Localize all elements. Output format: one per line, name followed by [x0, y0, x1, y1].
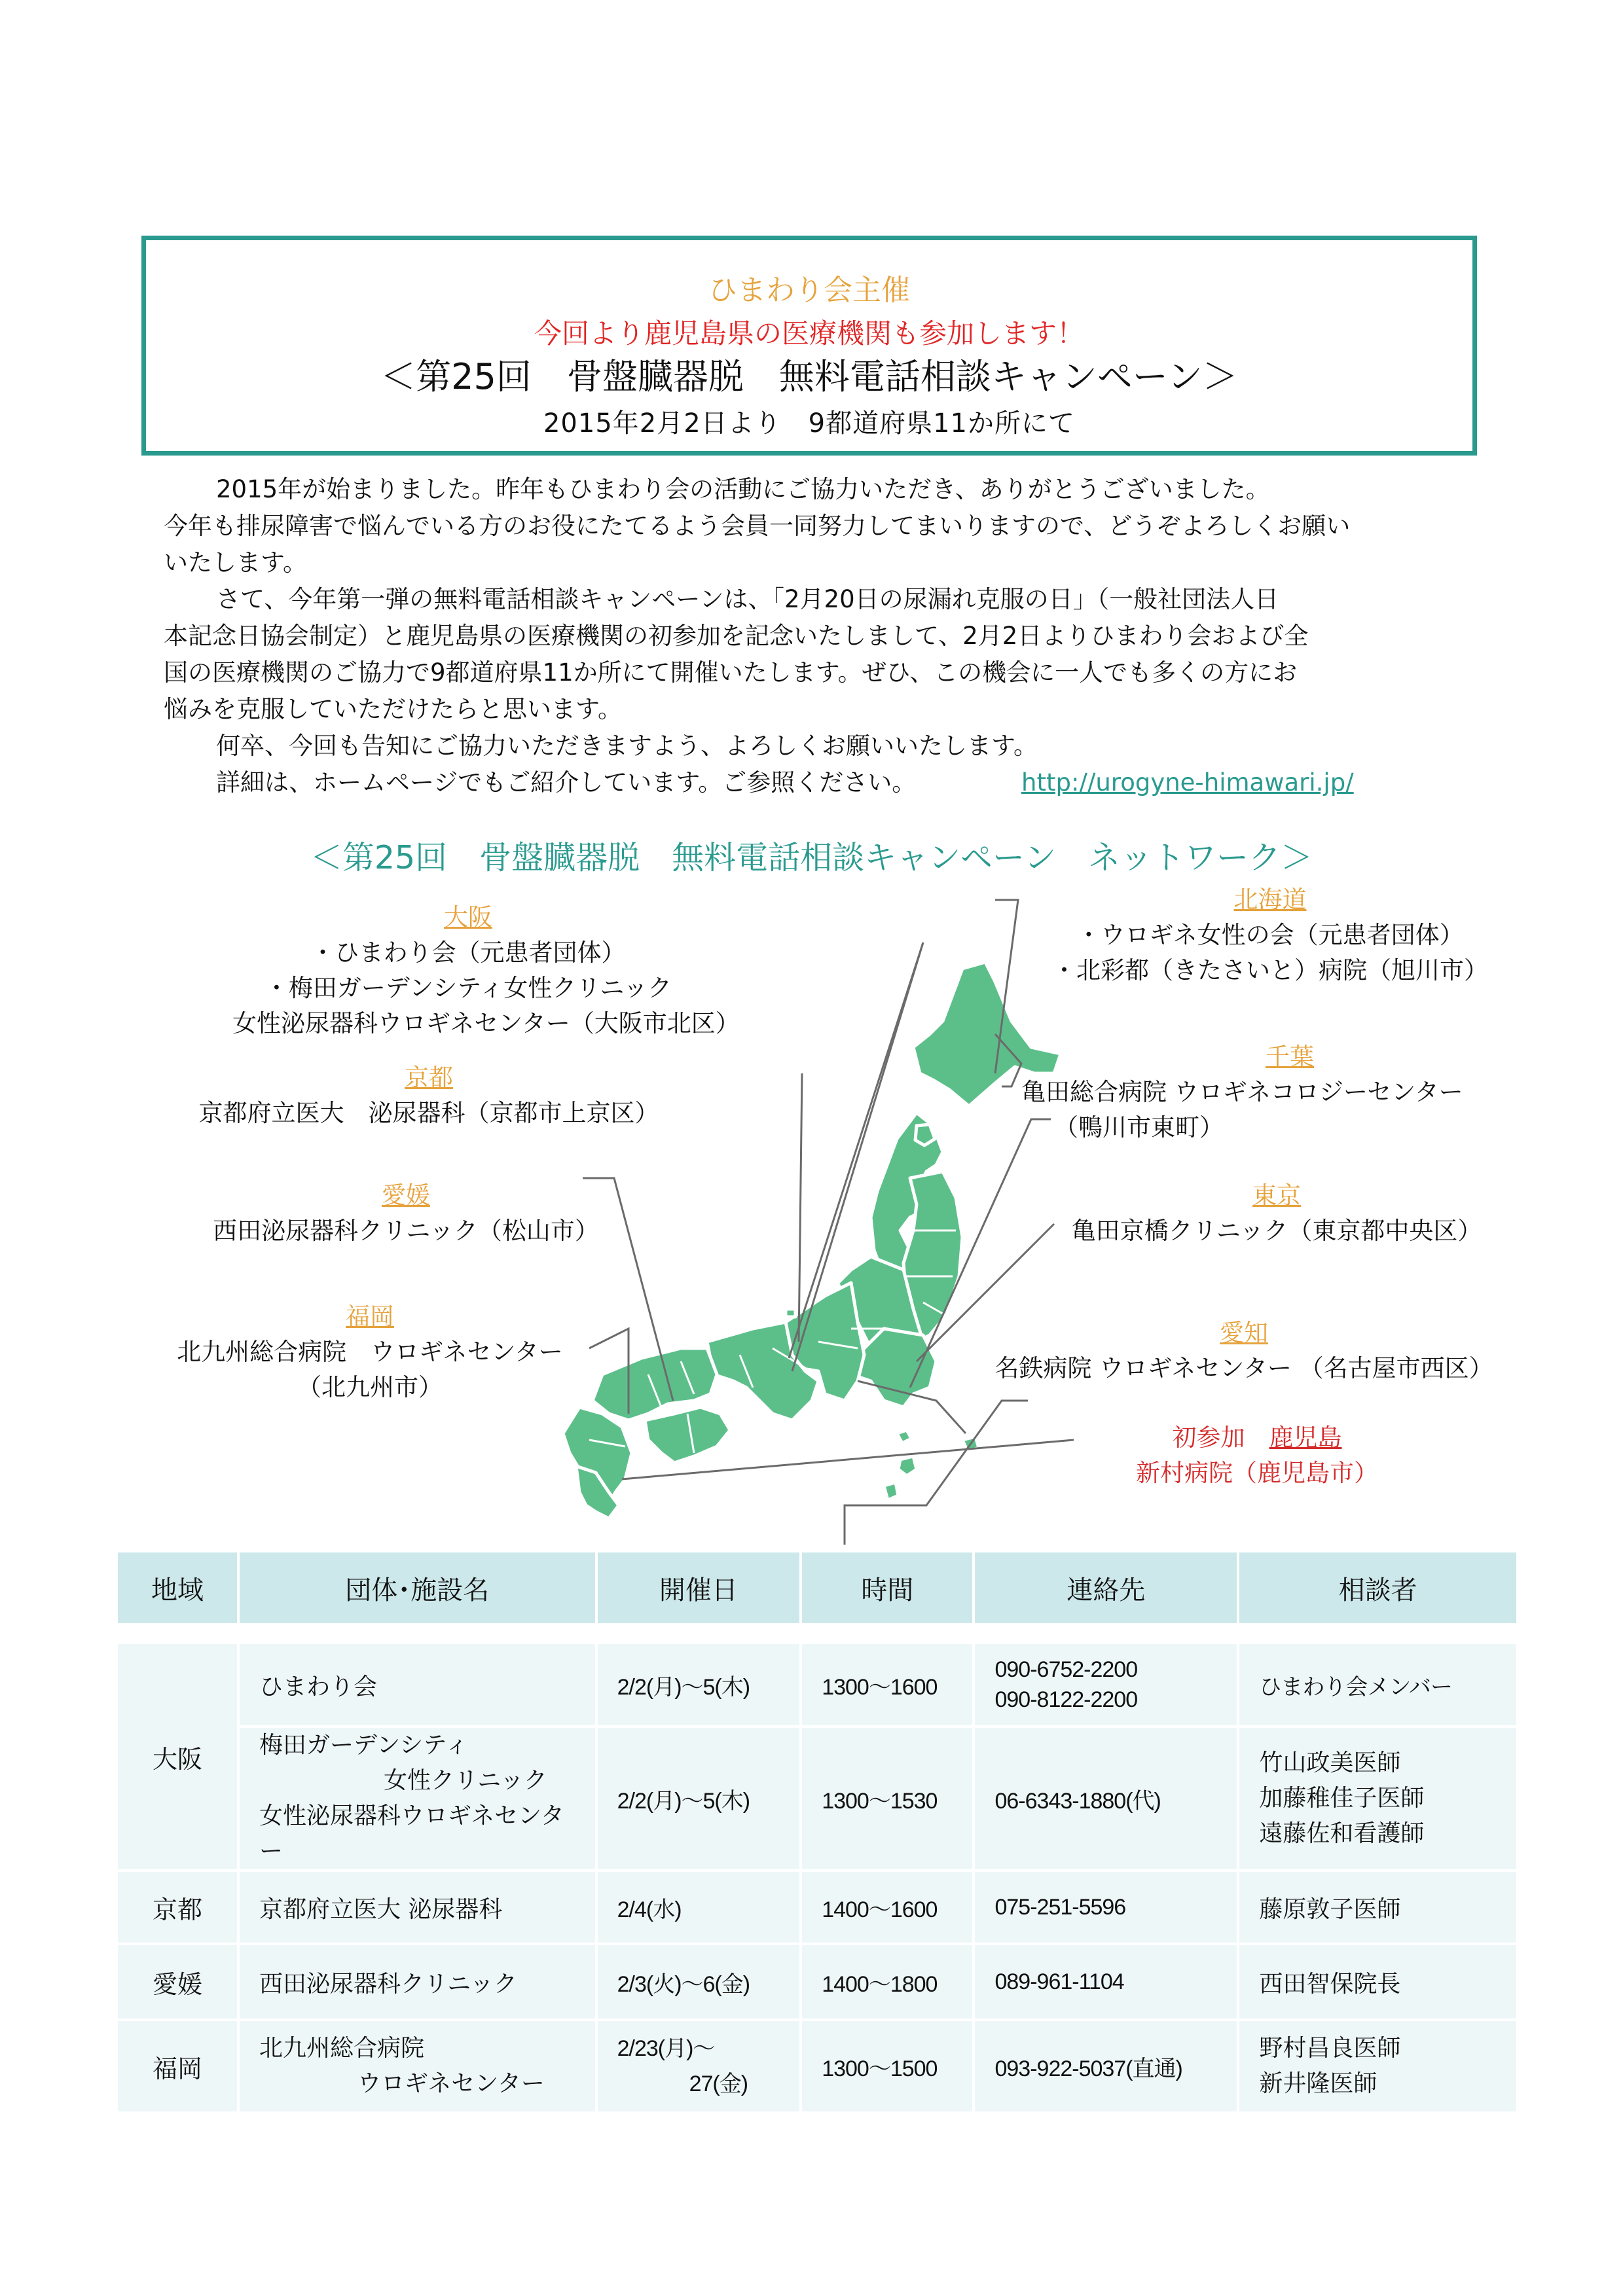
- region-cell-fukuoka: 福岡: [118, 2020, 238, 2111]
- facility-line-2: ウロギネセンター: [357, 2070, 545, 2097]
- chiba-line-2: （鴨川市東町）: [1054, 1113, 1224, 1141]
- date-cell: 2/2(月)～5(木): [596, 1643, 801, 1727]
- tokyo-line-1: 亀田京橋クリニック（東京都中央区）: [1071, 1217, 1482, 1245]
- counselor-line-3: 遠藤佐和看護師: [1259, 1820, 1425, 1847]
- table-row: [118, 2020, 1516, 2111]
- counselor-line-2: 新井隆医師: [1259, 2070, 1377, 2097]
- time-cell: 1400～1800: [801, 1944, 974, 2020]
- osaka-line-2: ・梅田ガーデンシティ女性クリニック: [264, 974, 672, 1002]
- phone-2: 090-8122-2200: [994, 1687, 1138, 1712]
- date-cell: 2/3(火)～6(金): [596, 1944, 801, 2020]
- date-cell: 2/4(水): [596, 1871, 801, 1944]
- col-contact: 連絡先: [974, 1552, 1238, 1623]
- leader-kyoto: [799, 1073, 802, 1342]
- para1-line3: いたします。: [164, 548, 308, 577]
- notice-text: 今回より鹿児島県の医療機関も参加します！: [534, 317, 1084, 350]
- osaka-line-1: ・ひまわり会（元患者団体）: [310, 939, 626, 967]
- region-kagoshima-row: [1061, 1420, 1453, 1456]
- contact-cell: [974, 1643, 1238, 1727]
- leader-bottom: [845, 1401, 1028, 1545]
- hokkaido-line-2: ・北彩都（きたさいと）病院（旭川市）: [1052, 956, 1488, 984]
- region-tokyo: 東京: [1252, 1181, 1301, 1210]
- sado-shape: [915, 1124, 935, 1145]
- label-fukuoka: [157, 1299, 583, 1405]
- facility-cell: ひまわり会: [238, 1643, 596, 1727]
- counselor-cell: [1238, 2020, 1516, 2111]
- chiba-line-1: 亀田総合病院 ウロギネコロジーセンター: [1021, 1078, 1463, 1106]
- island-small-1: [786, 1309, 795, 1317]
- para2-line3: 国の医療機関のご協力で9都道府県11か所にて開催いたします。ぜひ、この機会に一人でも多くの方にお: [164, 658, 1298, 687]
- para2-line4: 悩みを克服していただけたらと思います。: [164, 695, 623, 723]
- counselor-cell: 藤原敦子医師: [1238, 1871, 1516, 1944]
- osaka-line-3: 女性泌尿器科ウロギネセンター（大阪市北区）: [232, 1009, 740, 1037]
- label-kagoshima: [1061, 1420, 1453, 1491]
- table-row: [118, 1727, 1516, 1871]
- time-cell: 1300～1500: [801, 2020, 974, 2111]
- region-cell-ehime: 愛媛: [118, 1944, 238, 2020]
- label-hokkaido: [1048, 882, 1493, 988]
- label-kyoto: [167, 1060, 691, 1131]
- col-facility: 団体･施設名: [238, 1552, 596, 1623]
- time-cell: 1400～1600: [801, 1871, 974, 1944]
- region-cell-osaka: 大阪: [118, 1643, 238, 1871]
- table-row: [118, 1643, 1516, 1727]
- counselor-line-1: 竹山政美医師: [1259, 1749, 1401, 1776]
- label-tokyo: [1054, 1178, 1499, 1249]
- region-osaka: 大阪: [444, 903, 492, 931]
- region-kyoto: 京都: [405, 1064, 453, 1092]
- para3-text: 何卒、今回も告知にご協力いただきますよう、よろしくお願いいたします。: [216, 732, 1038, 760]
- date-line-2: 27(金): [689, 2072, 748, 2096]
- contact-cell: 06-6343-1880(代): [974, 1727, 1238, 1871]
- organizer-title: ひまわり会主催: [708, 274, 910, 307]
- contact-cell: 075-251-5596: [974, 1871, 1238, 1944]
- time-cell: 1300～1530: [801, 1727, 974, 1871]
- facility-cell: 京都府立医大 泌尿器科: [238, 1871, 596, 1944]
- time-cell: 1300～1600: [801, 1643, 974, 1727]
- network-title: ＜第25回 骨盤臓器脱 無料電話相談キャンペーン ネットワーク＞: [310, 839, 1313, 876]
- label-aichi: [969, 1316, 1519, 1386]
- para1-line1: 2015年が始まりました。昨年もひまわり会の活動にご協力いただき、ありがとうございました。: [216, 475, 1270, 503]
- island-small-4: [884, 1482, 898, 1500]
- region-chiba: 千葉: [1266, 1043, 1314, 1071]
- kyoto-line-1: 京都府立医大 泌尿器科（京都市上京区）: [198, 1099, 659, 1127]
- fukuoka-line-1: 北九州総合病院 ウロギネセンター: [177, 1338, 563, 1366]
- kanto-shape: [851, 1329, 936, 1407]
- aichi-line-1: 名鉄病院 ウロギネセンター （名古屋市西区）: [994, 1354, 1493, 1382]
- facility-line-2: 女性クリニック: [383, 1767, 547, 1794]
- facility-cell: [238, 1727, 596, 1871]
- schedule-table: [118, 1552, 1516, 2111]
- region-fukuoka: 福岡: [346, 1302, 394, 1331]
- counselor-line-2: 加藤稚佳子医師: [1259, 1785, 1425, 1812]
- col-region: 地域: [118, 1552, 238, 1623]
- para4-text: 詳細は、ホームページでもご紹介しています。ご参照ください。: [216, 768, 917, 797]
- table-row: [118, 1944, 1516, 2020]
- date-cell: 2/2(月)～5(木): [596, 1727, 801, 1871]
- counselor-cell: [1238, 1727, 1516, 1871]
- facility-line-1: 北九州総合病院: [259, 2035, 424, 2062]
- table-header-row: [118, 1552, 1516, 1623]
- contact-cell: 089-961-1104: [974, 1944, 1238, 2020]
- col-time: 時間: [801, 1552, 974, 1623]
- date-line: 2015年2月2日より 9都道府県11か所にて: [543, 408, 1076, 439]
- counselor-cell: ひまわり会メンバー: [1238, 1643, 1516, 1727]
- ehime-line-1: 西田泌尿器科クリニック（松山市）: [213, 1217, 599, 1245]
- region-aichi: 愛知: [1220, 1319, 1268, 1347]
- date-line-1: 2/23(月)～: [617, 2036, 715, 2061]
- para2-line2: 本記念日協会制定）と鹿児島県の医療機関の初参加を記念いたしまして、2月2日よりひまわり会および全: [164, 622, 1309, 650]
- col-counselor: 相談者: [1238, 1552, 1516, 1623]
- island-small-2: [897, 1430, 911, 1443]
- hokkaido-line-1: ・ウロギネ女性の会（元患者団体）: [1076, 921, 1464, 949]
- facility-cell: 西田泌尿器科クリニック: [238, 1944, 596, 2020]
- first-participation: 初参加: [1172, 1424, 1245, 1452]
- campaign-title: ＜第25回 骨盤臓器脱 無料電話相談キャンペーン＞: [380, 356, 1238, 397]
- island-small-3: [898, 1456, 917, 1476]
- counselor-cell: 西田智保院長: [1238, 1944, 1516, 2020]
- para2-line1: さて、今年第一弾の無料電話相談キャンペーンは、「2月20日の尿漏れ克服の日」（一般社団法人日: [216, 585, 1279, 613]
- facility-line-1: 梅田ガーデンシティ: [259, 1732, 469, 1759]
- phone-1: 090-6752-2200: [994, 1657, 1138, 1682]
- label-chiba: [1021, 1039, 1519, 1145]
- date-cell: [596, 2020, 801, 2111]
- facility-line-3: 女性泌尿器科ウロギネセンター: [259, 1803, 564, 1865]
- counselor-line-1: 野村昌良医師: [1259, 2035, 1401, 2062]
- region-kagoshima: 鹿児島: [1269, 1424, 1342, 1452]
- label-osaka: [232, 900, 740, 1041]
- region-ehime: 愛媛: [382, 1181, 430, 1210]
- homepage-link[interactable]: http://urogyne-himawari.jp/: [1021, 768, 1354, 797]
- region-cell-kyoto: 京都: [118, 1871, 238, 1944]
- contact-cell: 093-922-5037(直通): [974, 2020, 1238, 2111]
- region-hokkaido: 北海道: [1233, 886, 1307, 914]
- para1-line2: 今年も排尿障害で悩んでいる方のお役にたてるよう会員一同努力してまいりますので、どうぞよろしくお願い: [164, 512, 1351, 540]
- table-row: [118, 1871, 1516, 1944]
- facility-cell: [238, 2020, 596, 2111]
- label-ehime: [177, 1178, 635, 1249]
- col-date: 開催日: [596, 1552, 801, 1623]
- fukuoka-line-2: （北九州市）: [297, 1373, 443, 1401]
- kagoshima-line-1: 新村病院（鹿児島市）: [1136, 1459, 1378, 1487]
